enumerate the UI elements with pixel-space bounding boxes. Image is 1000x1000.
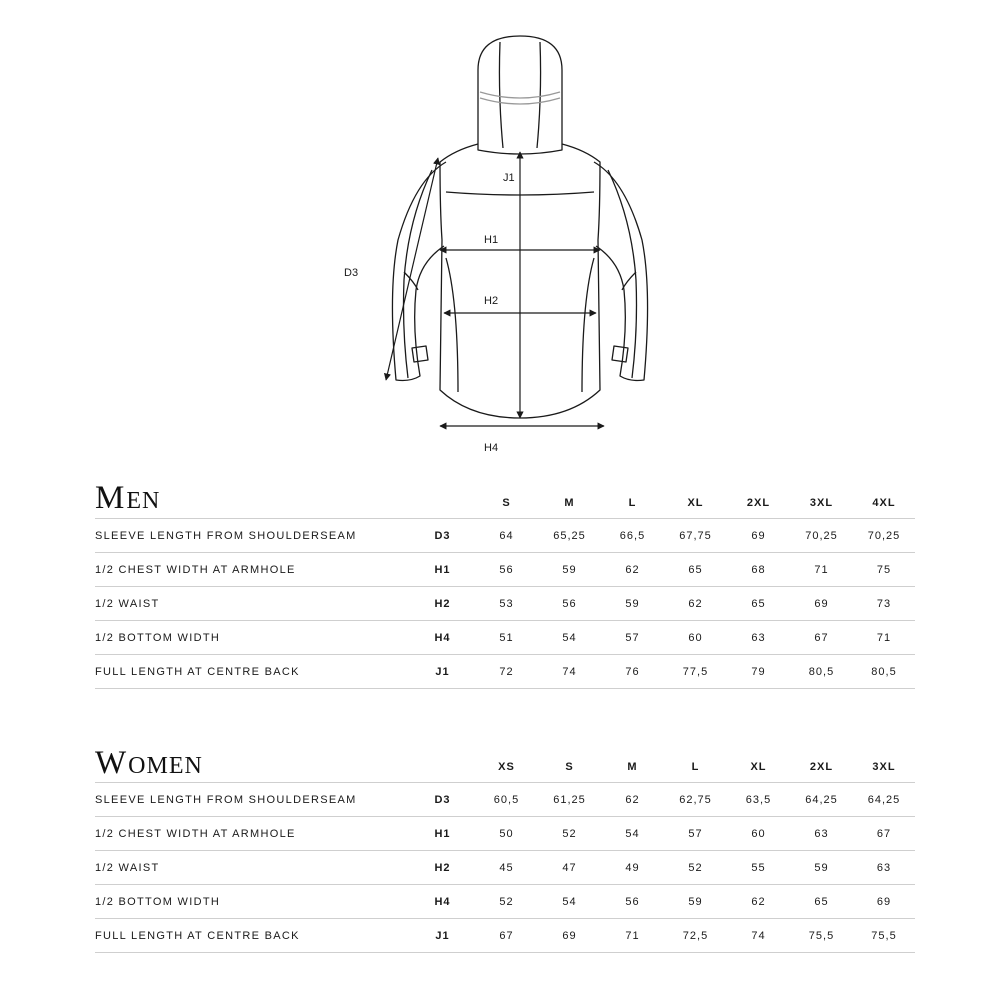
women-size-header: M [601,752,664,783]
measurement-value: 69 [853,885,915,919]
measurement-value: 53 [475,587,538,621]
women-header-blank [410,752,475,783]
measurement-code: H2 [410,587,475,621]
table-row [95,587,915,621]
measurement-value: 54 [538,885,601,919]
men-header-blank [410,488,475,519]
measurement-value: 67 [853,817,915,851]
measurement-value: 67 [790,621,853,655]
left-sleeve [392,162,446,381]
men-title-initial: M [95,480,127,516]
measurement-label: 1/2 CHEST WIDTH AT ARMHOLE [95,553,410,587]
measurement-value: 70,25 [853,519,915,553]
measurement-value: 62 [664,587,727,621]
measurement-value: 65,25 [538,519,601,553]
measurement-value: 67 [475,919,538,953]
women-size-header: XS [475,752,538,783]
women-size-section [95,745,915,955]
measurement-value: 71 [790,553,853,587]
measurement-value: 80,5 [853,655,915,689]
measurement-value: 52 [538,817,601,851]
women-size-header: L [664,752,727,783]
women-size-header: S [538,752,601,783]
left-cuff [412,346,428,362]
measurement-label: 1/2 BOTTOM WIDTH [95,621,410,655]
d3-label: D3 [344,267,359,279]
measurement-value: 72,5 [664,919,727,953]
table-row [95,919,915,953]
men-size-header: L [601,488,664,519]
measurement-value: 52 [664,851,727,885]
table-row [95,519,915,553]
h4-label: H4 [484,442,499,454]
measurement-label: 1/2 WAIST [95,587,410,621]
table-row [95,817,915,851]
table-row [95,851,915,885]
measurement-value: 52 [475,885,538,919]
men-size-header: XL [664,488,727,519]
measurement-value: 59 [790,851,853,885]
measurement-value: 61,25 [538,783,601,817]
men-size-section [95,480,915,690]
women-size-header-row [95,752,915,783]
measurement-value: 62,75 [664,783,727,817]
measurement-code: H4 [410,885,475,919]
measurement-value: 69 [727,519,790,553]
men-size-header: 2XL [727,488,790,519]
measurement-value: 59 [664,885,727,919]
measurement-value: 62 [601,783,664,817]
measurement-value: 50 [475,817,538,851]
measurement-value: 59 [601,587,664,621]
measurement-value: 79 [727,655,790,689]
j1-label: J1 [503,172,515,184]
measurement-value: 71 [853,621,915,655]
measurement-value: 73 [853,587,915,621]
measurement-value: 56 [538,587,601,621]
women-title-rest: OMEN [128,753,203,779]
measurement-value: 60 [664,621,727,655]
women-size-header: 3XL [853,752,915,783]
men-size-header: M [538,488,601,519]
h2-label: H2 [484,295,499,307]
hood-brim-seam [480,92,560,104]
measurement-value: 75,5 [790,919,853,953]
men-size-header: 4XL [853,488,915,519]
measurement-value: 75 [853,553,915,587]
women-size-header: XL [727,752,790,783]
measurement-value: 56 [475,553,538,587]
measurement-value: 65 [790,885,853,919]
measurement-value: 67,75 [664,519,727,553]
measurement-value: 69 [538,919,601,953]
measurement-value: 66,5 [601,519,664,553]
measurement-value: 45 [475,851,538,885]
hood-center-seam [499,42,540,148]
measurement-value: 51 [475,621,538,655]
h1-label: H1 [484,234,499,246]
measurement-label: 1/2 CHEST WIDTH AT ARMHOLE [95,817,410,851]
table-row [95,885,915,919]
side-panel-left [446,258,458,392]
jacket-measurement-diagram [0,0,1000,470]
table-row [95,783,915,817]
measurement-label: 1/2 BOTTOM WIDTH [95,885,410,919]
measurement-value: 49 [601,851,664,885]
measurement-code: J1 [410,919,475,953]
measurement-value: 57 [601,621,664,655]
measurement-value: 59 [538,553,601,587]
measurement-value: 77,5 [664,655,727,689]
measurement-code: H2 [410,851,475,885]
measurement-value: 76 [601,655,664,689]
measurement-label: SLEEVE LENGTH FROM SHOULDERSEAM [95,783,410,817]
measurement-label: FULL LENGTH AT CENTRE BACK [95,919,410,953]
measurement-value: 64 [475,519,538,553]
measurement-value: 56 [601,885,664,919]
measurement-code: H1 [410,817,475,851]
measurement-value: 63 [727,621,790,655]
measurement-value: 62 [601,553,664,587]
right-cuff [612,346,628,362]
measurement-value: 63,5 [727,783,790,817]
measurement-label: SLEEVE LENGTH FROM SHOULDERSEAM [95,519,410,553]
measurement-code: D3 [410,783,475,817]
measurement-value: 74 [538,655,601,689]
measurement-value: 65 [727,587,790,621]
men-title-rest: EN [126,488,161,514]
measurement-value: 71 [601,919,664,953]
measurement-code: H1 [410,553,475,587]
measurement-value: 75,5 [853,919,915,953]
side-panel-right [582,258,594,392]
measurement-value: 74 [727,919,790,953]
measurement-value: 60 [727,817,790,851]
table-row [95,553,915,587]
measurement-value: 69 [790,587,853,621]
measurement-code: D3 [410,519,475,553]
measurement-value: 68 [727,553,790,587]
measurement-value: 63 [853,851,915,885]
men-size-header: S [475,488,538,519]
table-row [95,655,915,689]
measurement-value: 47 [538,851,601,885]
measurement-label: 1/2 WAIST [95,851,410,885]
measurement-value: 65 [664,553,727,587]
men-size-table [95,488,915,689]
right-sleeve [594,162,648,381]
measurement-value: 72 [475,655,538,689]
measurement-value: 60,5 [475,783,538,817]
men-size-header-row [95,488,915,519]
women-title-initial: W [95,745,129,781]
measurement-value: 57 [664,817,727,851]
measurement-value: 63 [790,817,853,851]
measurement-code: H4 [410,621,475,655]
men-size-header: 3XL [790,488,853,519]
women-header-blank [95,752,410,783]
right-elbow-tab [622,272,636,290]
measurement-value: 54 [601,817,664,851]
women-size-table [95,752,915,953]
measurement-value: 64,25 [853,783,915,817]
measurement-value: 70,25 [790,519,853,553]
women-size-header: 2XL [790,752,853,783]
measurement-label: FULL LENGTH AT CENTRE BACK [95,655,410,689]
measurement-value: 64,25 [790,783,853,817]
measurement-code: J1 [410,655,475,689]
measurement-value: 54 [538,621,601,655]
measurement-value: 62 [727,885,790,919]
measurement-value: 80,5 [790,655,853,689]
table-row [95,621,915,655]
men-header-blank [95,488,410,519]
measurement-value: 55 [727,851,790,885]
